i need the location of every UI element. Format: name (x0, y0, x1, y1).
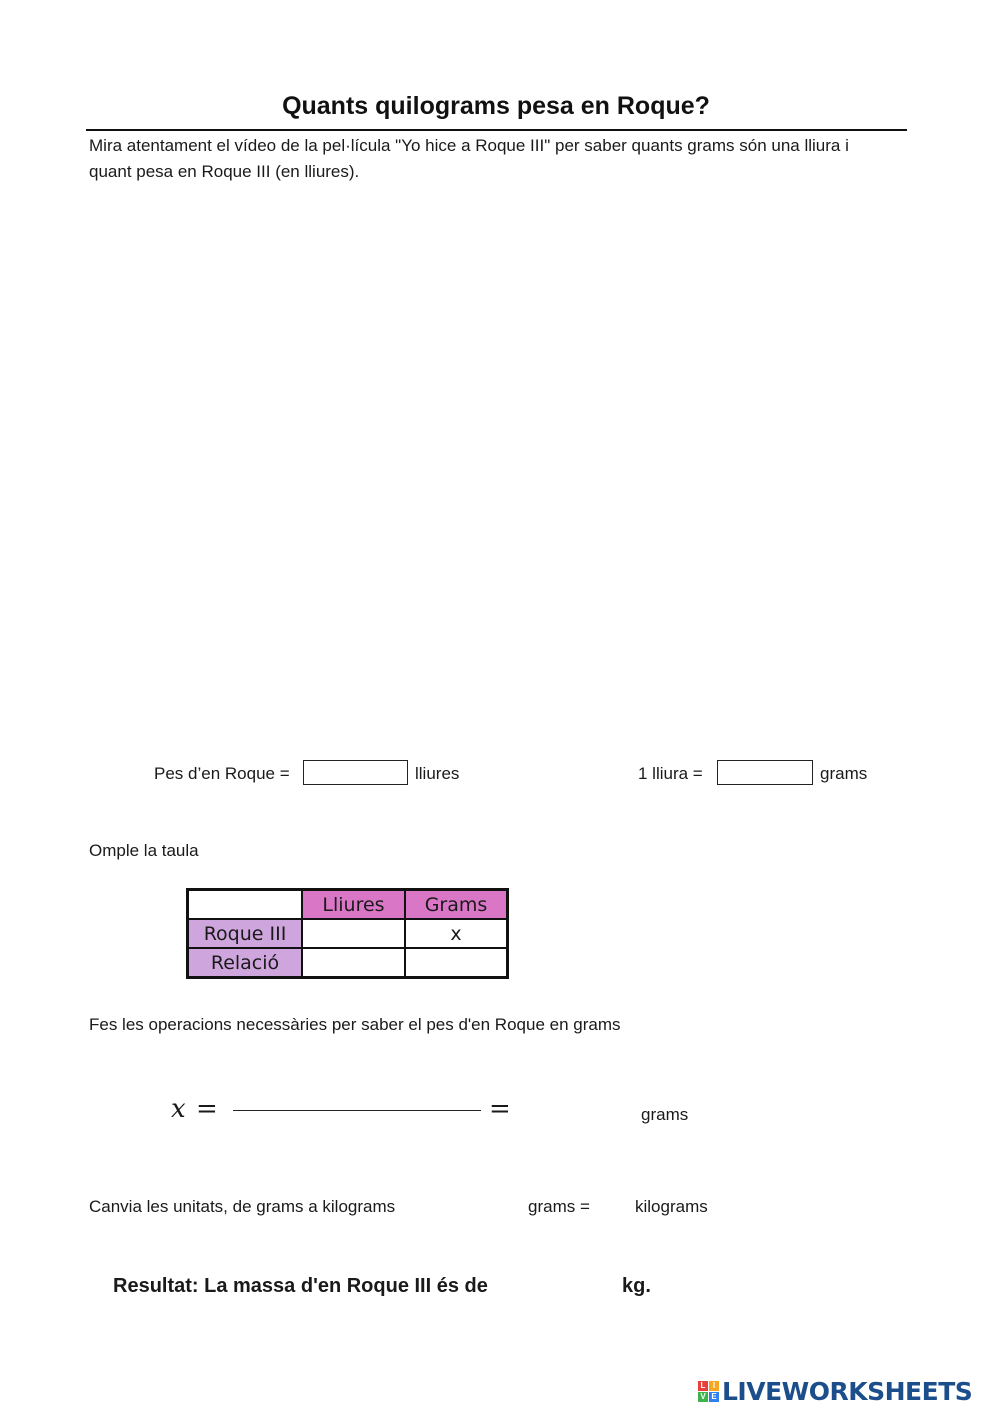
equation-equals-sign: = (196, 1094, 218, 1124)
operations-unit: grams (641, 1105, 689, 1124)
instructions: Mira atentament el vídeo de la pel·lícula "Yo hice a Roque III" per saber quants grams són una lliura i quant pesa en Roque III (en lliures). (89, 136, 849, 181)
pound-label: 1 lliura = (638, 764, 703, 783)
conversion-grams-unit: grams = (528, 1197, 590, 1216)
logo-badge-letter: L (698, 1381, 708, 1391)
table-corner-cell (188, 890, 303, 920)
table-instruction: Omple la taula (89, 841, 199, 860)
header-grams: Grams (405, 890, 508, 920)
row-label-roque: Roque III (188, 919, 303, 948)
logo-badge-letter: E (709, 1392, 719, 1402)
equation-equals-sign-result: = (489, 1094, 511, 1124)
roque-weight-input[interactable] (303, 760, 408, 785)
page-title: Quants quilograms pesa en Roque? (282, 92, 710, 120)
roque-grams-cell: x (405, 919, 508, 948)
conversion-instruction: Canvia les unitats, de grams a kilograms (89, 1197, 396, 1216)
result-unit: kg. (622, 1275, 651, 1297)
logo-badge-letter: V (698, 1392, 708, 1402)
proportion-table (186, 888, 509, 979)
pound-unit: grams (820, 764, 868, 783)
liveworksheets-logo (698, 1377, 972, 1406)
table-row (188, 948, 508, 978)
relacio-grams-input[interactable] (405, 948, 508, 978)
logo-badge-icon (698, 1381, 719, 1402)
roque-weight-unit: lliures (415, 764, 460, 783)
table-row (188, 919, 508, 948)
logo-badge-letter: I (709, 1381, 719, 1391)
header-lliures: Lliures (302, 890, 405, 920)
result-label: Resultat: La massa d'en Roque III és de (113, 1275, 488, 1297)
roque-lliures-input[interactable] (302, 919, 405, 948)
conversion-kg-unit: kilograms (635, 1197, 708, 1216)
operations-instruction: Fes les operacions necessàries per saber el pes d'en Roque en grams (89, 1015, 621, 1034)
roque-weight-label: Pes d’en Roque = (154, 764, 290, 783)
title-divider (86, 129, 907, 131)
pound-grams-input[interactable] (717, 760, 813, 785)
fraction-line[interactable] (233, 1110, 481, 1111)
relacio-lliures-input[interactable] (302, 948, 405, 978)
table-header-row (188, 890, 508, 920)
equation-variable: x (171, 1094, 186, 1124)
row-label-relacio: Relació (188, 948, 303, 978)
logo-text: LIVEWORKSHEETS (722, 1377, 973, 1406)
